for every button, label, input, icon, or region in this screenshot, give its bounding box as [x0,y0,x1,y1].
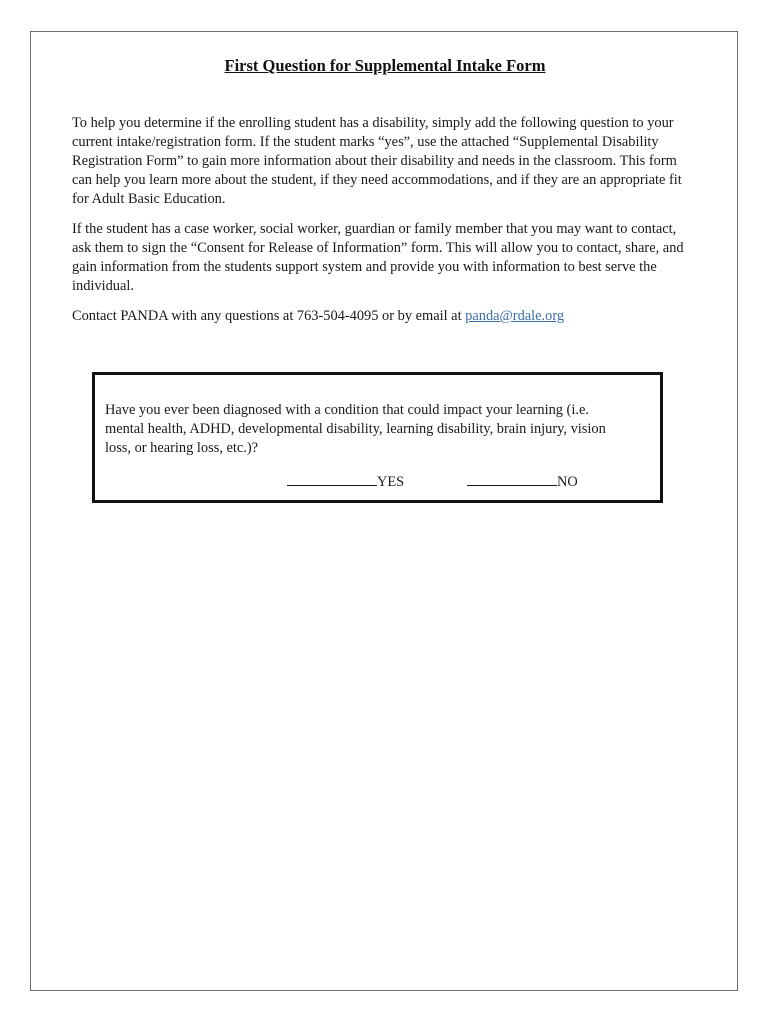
intro-line: current intake/registration form. If the student marks “yes”, use the attached “Supplemental Disability [72,134,659,150]
intro-line: can help you learn more about the student, if they need accommodations, and if they are an appropriate fit [72,172,682,188]
yes-label: YES [377,474,405,490]
contact-text: Contact PANDA with any questions at 763-504-4095 or by email at [72,308,466,324]
no-option[interactable] [467,471,578,491]
intro-paragraph [72,114,712,209]
question-text [105,401,650,458]
intro-line: Registration Form” to gain more information about their disability and needs in the classroom. This form [72,153,677,169]
document-title: First Question for Supplemental Intake Form [224,56,546,75]
email-link[interactable]: panda@rdale.org [465,308,565,324]
contact-consent-paragraph [72,220,712,296]
question-line: Have you ever been diagnosed with a condition that could impact your learning (i.e. [105,402,589,418]
consent-line: individual. [72,278,134,294]
no-label: NO [557,474,578,490]
yes-blank-field[interactable] [287,471,377,486]
intro-line: for Adult Basic Education. [72,191,226,207]
yes-option[interactable] [287,471,404,491]
consent-line: ask them to sign the “Consent for Release of Information” form. This will allow you to contact, share, and [72,240,684,256]
question-box [92,372,663,503]
question-line: loss, or hearing loss, etc.)? [105,440,259,456]
contact-line [72,307,712,326]
no-blank-field[interactable] [467,471,557,486]
question-line: mental health, ADHD, developmental disability, learning disability, brain injury, vision [105,421,606,437]
consent-line: gain information from the students support system and provide you with information to best serve the [72,259,657,275]
intro-line: To help you determine if the enrolling student has a disability, simply add the following question to your [72,115,674,131]
consent-line: If the student has a case worker, social worker, guardian or family member that you may want to contact, [72,221,677,237]
